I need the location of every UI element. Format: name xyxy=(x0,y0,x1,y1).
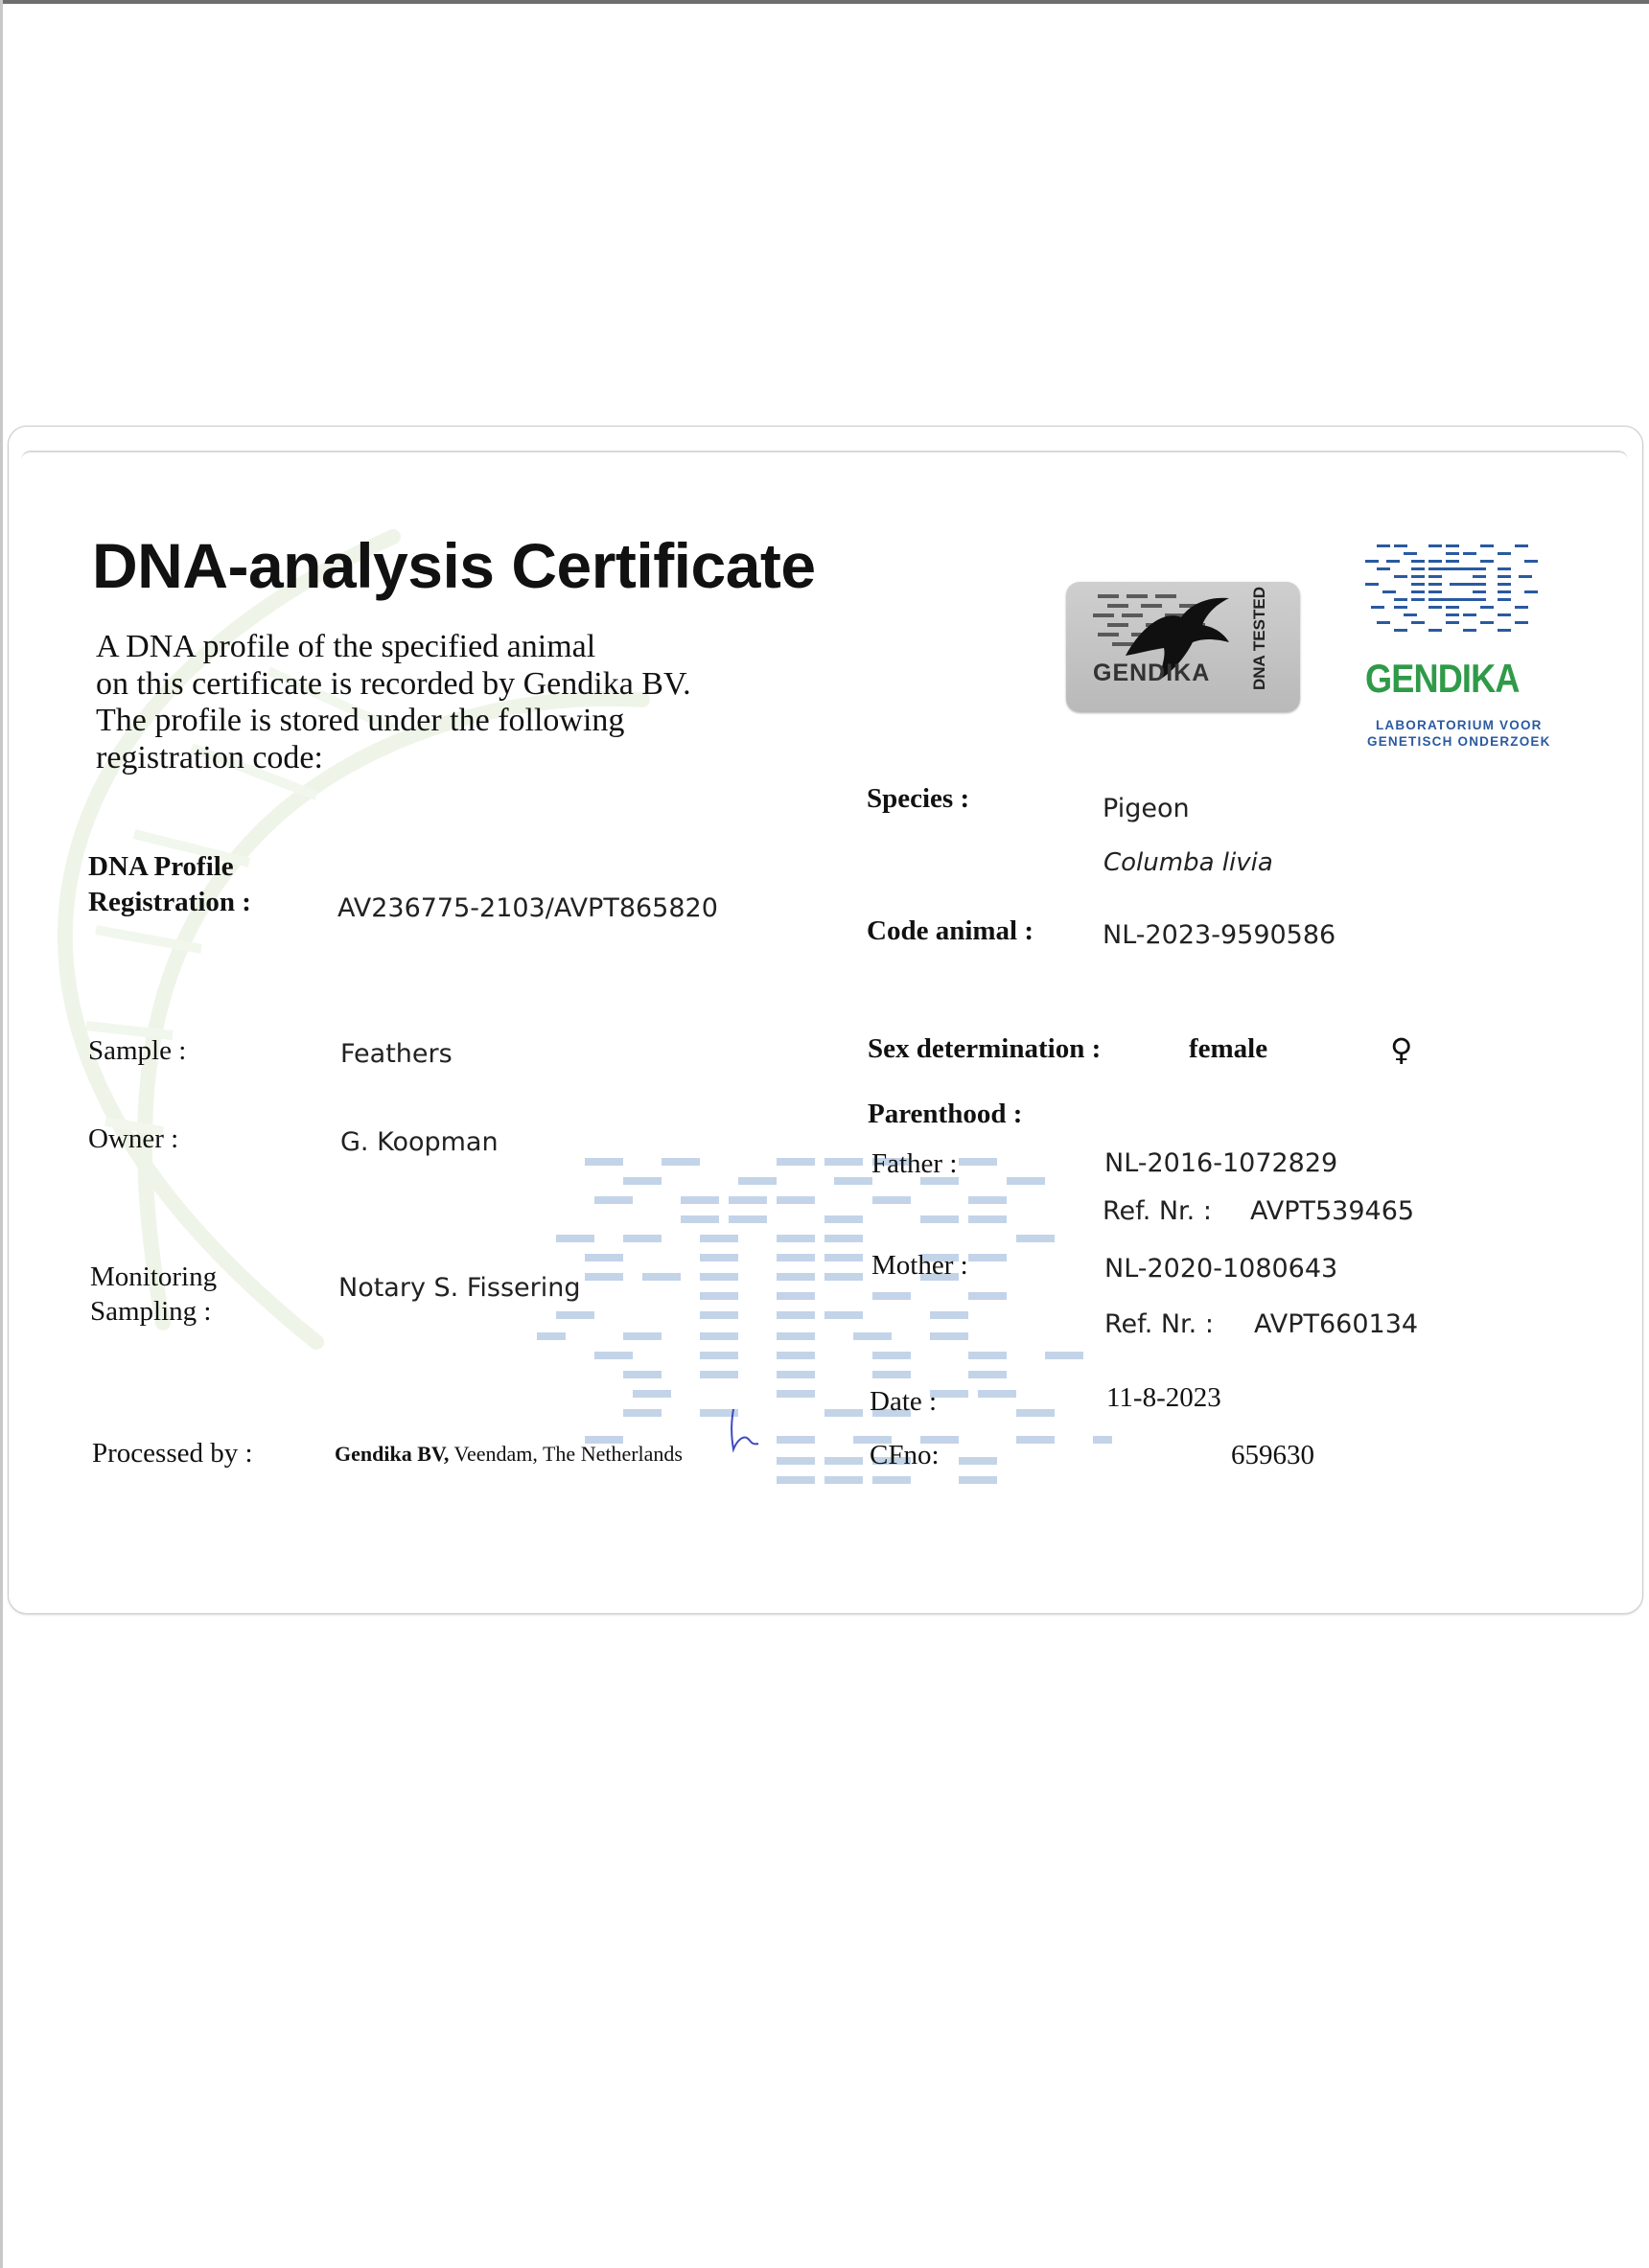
registration-label: Registration : xyxy=(88,887,251,917)
intro-line: registration code: xyxy=(96,739,323,775)
species-latin-value: Columba livia xyxy=(1103,848,1273,877)
scan-edge-left xyxy=(0,0,3,2268)
date-value: 11-8-2023 xyxy=(1106,1382,1221,1413)
father-ref-label: Ref. Nr. : xyxy=(1103,1196,1212,1226)
father-value: NL-2016-1072829 xyxy=(1104,1148,1338,1178)
owner-value: G. Koopman xyxy=(340,1127,499,1157)
monitoring-value: Notary S. Fissering xyxy=(338,1273,581,1303)
brand-subtitle-line: LABORATORIUM VOOR xyxy=(1375,718,1543,732)
mother-ref-value: AVPT660134 xyxy=(1254,1309,1419,1339)
cfno-value: 659630 xyxy=(1231,1440,1314,1470)
species-common-value: Pigeon xyxy=(1103,794,1190,823)
mother-ref-label: Ref. Nr. : xyxy=(1104,1309,1214,1339)
sex-value: female xyxy=(1189,1033,1268,1064)
badge-dna-tested-text: DNA TESTED xyxy=(1250,587,1268,690)
scan-edge-top xyxy=(0,0,1649,4)
dna-profile-label: DNA Profile xyxy=(88,851,234,882)
female-symbol-icon: ♀ xyxy=(1390,1031,1413,1068)
gendika-brand-subtitle xyxy=(1367,717,1551,750)
certificate-title: DNA-analysis Certificate xyxy=(92,530,816,601)
sample-label: Sample : xyxy=(88,1035,187,1066)
processed-by-value xyxy=(335,1442,683,1467)
cfno-label: CFno: xyxy=(870,1440,940,1470)
gendika-grid-logo xyxy=(1365,543,1542,646)
code-animal-label: Code animal : xyxy=(867,915,1034,946)
mother-value: NL-2020-1080643 xyxy=(1104,1254,1338,1284)
father-label: Father : xyxy=(871,1148,958,1179)
badge-brand-text: GENDIKA xyxy=(1093,660,1211,686)
signature-mark xyxy=(726,1407,764,1455)
intro-line: on this certificate is recorded by Gendika BV. xyxy=(96,665,691,702)
sex-determination-label: Sex determination : xyxy=(868,1033,1102,1064)
owner-label: Owner : xyxy=(88,1123,179,1154)
certificate-intro xyxy=(96,629,748,776)
species-label: Species : xyxy=(867,783,970,814)
father-ref-value: AVPT539465 xyxy=(1250,1196,1415,1226)
processed-by-label: Processed by : xyxy=(92,1438,253,1469)
gendika-brand-name: GENDIKA xyxy=(1365,656,1520,701)
brand-subtitle-line: GENETISCH ONDERZOEK xyxy=(1367,734,1551,749)
code-animal-value: NL-2023-9590586 xyxy=(1103,920,1336,950)
parenthood-label: Parenthood : xyxy=(868,1099,1023,1129)
sample-value: Feathers xyxy=(340,1039,453,1069)
intro-line: A DNA profile of the specified animal xyxy=(96,629,596,664)
sampling-label: Sampling : xyxy=(90,1296,212,1327)
intro-line: The profile is stored under the following xyxy=(96,703,625,738)
mother-label: Mother : xyxy=(871,1250,968,1281)
monitoring-label: Monitoring xyxy=(90,1261,218,1292)
registration-value: AV236775-2103/AVPT865820 xyxy=(337,893,718,923)
processed-company: Gendika BV, xyxy=(335,1442,450,1466)
date-label: Date : xyxy=(870,1386,938,1417)
processed-location: Veendam, The Netherlands xyxy=(453,1442,683,1466)
